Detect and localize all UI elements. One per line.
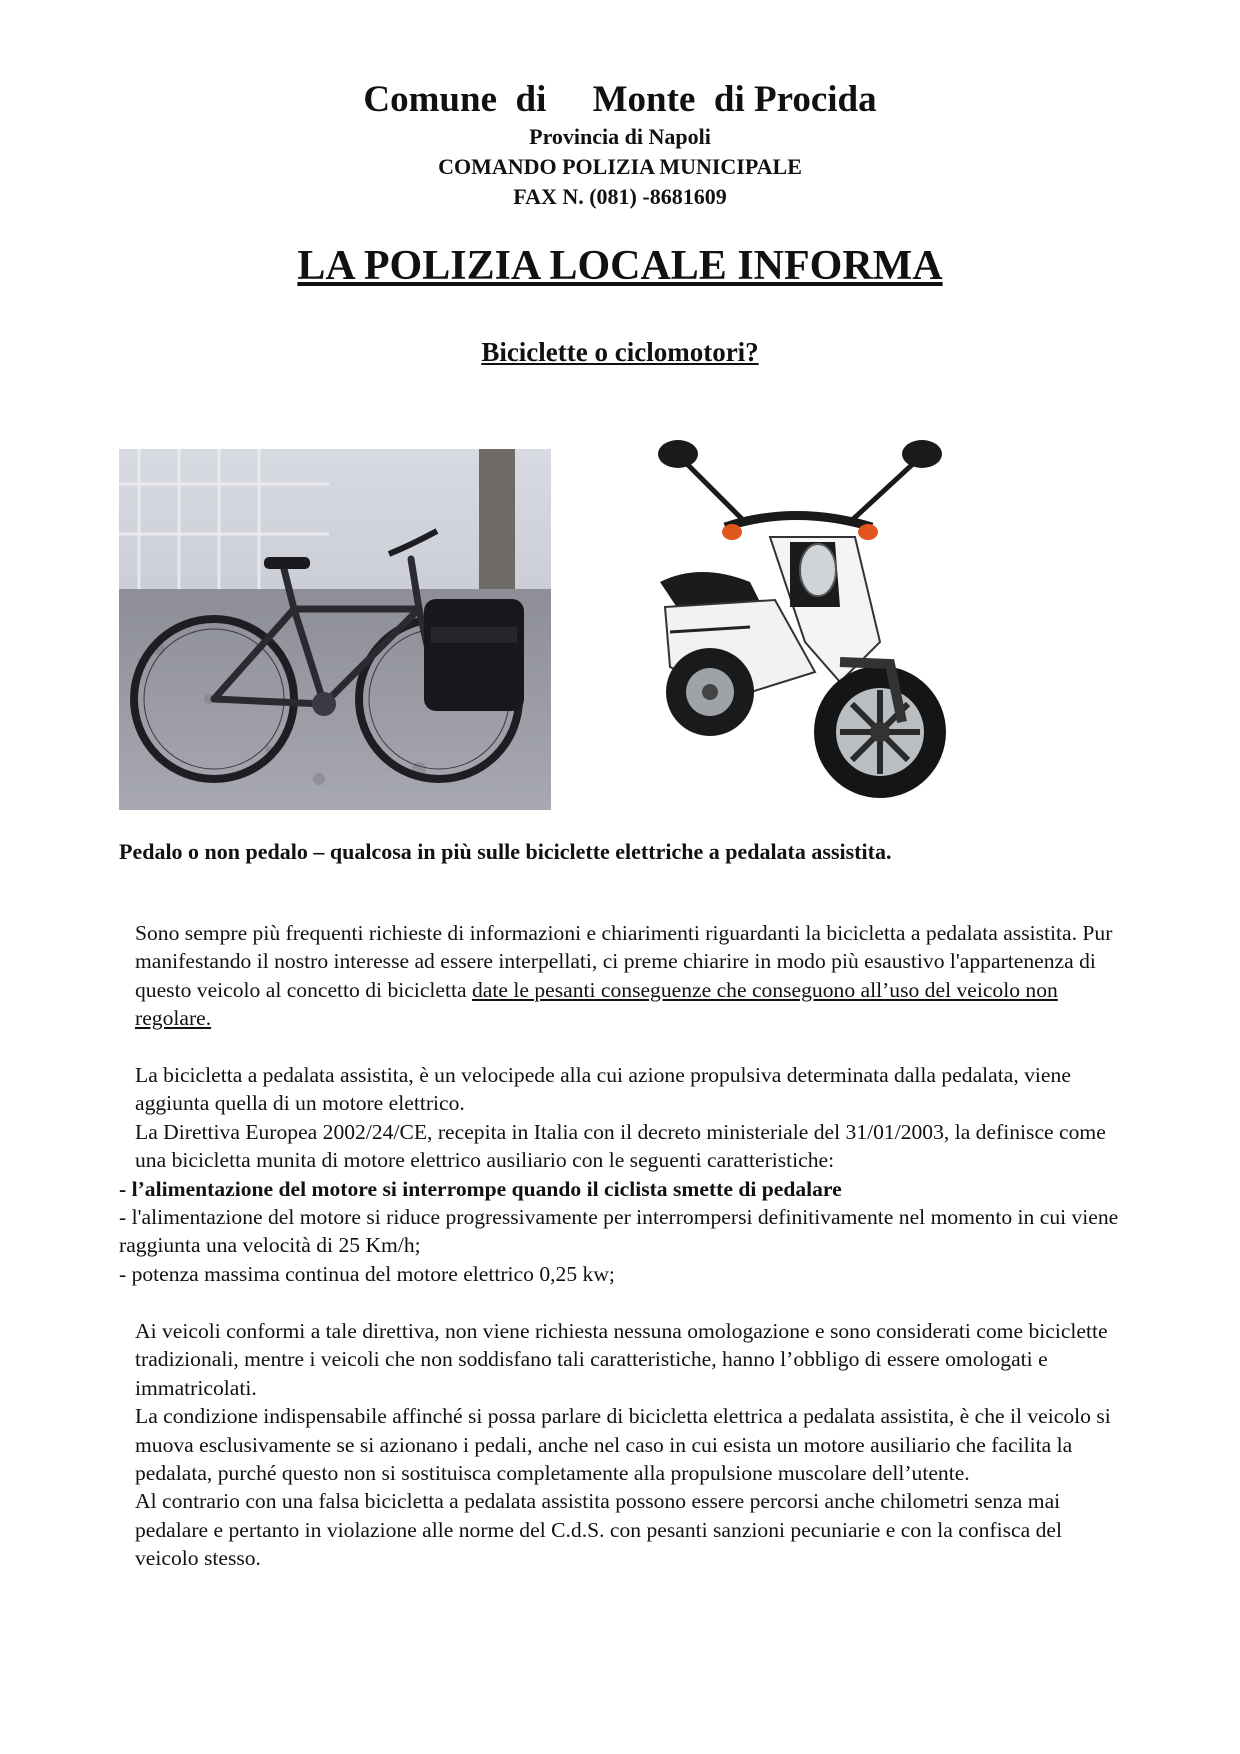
requirement-item-3: - potenza massima continua del motore elettrico 0,25 kw; <box>119 1261 615 1286</box>
fax-line: FAX N. (081) -8681609 <box>513 184 727 209</box>
intro-paragraph <box>119 919 1129 1033</box>
definition-section <box>119 1061 1129 1288</box>
town-name: Comune di Monte di Procida <box>363 79 877 120</box>
requirement-item-1: - l’alimentazione del motore si interrompe quando il ciclista smette di pedalare <box>119 1176 842 1201</box>
scooter-photo <box>640 432 985 812</box>
department-line: COMANDO POLIZIA MUNICIPALE <box>438 154 802 179</box>
condition-paragraph: La condizione indispensabile affinché si possa parlare di bicicletta elettrica a pedalata assistita, è che il veicolo si muova esclusivamente se si azionano i pedali, anche nel caso in cui esista un motore ausiliario che facilita la pedalata, purché questo non si sostituisca completamente alla propulsione muscolare dell’utente. <box>135 1404 1111 1486</box>
definition-paragraph: La bicicletta a pedalata assistita, è un velocipede alla cui azione propulsiva determinata dalla pedalata, viene aggiunta quella di un motore elettrico. <box>135 1063 1071 1116</box>
directive-paragraph: La Direttiva Europea 2002/24/CE, recepita in Italia con il decreto ministeriale del 31/01/2003, la definisce come una bicicletta munita di motore elettrico ausiliario con le seguenti caratteristiche: <box>135 1119 1106 1173</box>
consequences-section <box>119 1317 1129 1573</box>
bicycle-photo <box>119 449 551 810</box>
requirement-item-2: - l'alimentazione del motore si riduce progressivamente per interrompersi definitivamente nel momento in cui viene raggiunta una velocità di 25 Km/h; <box>119 1205 1119 1258</box>
lead-sentence: Pedalo o non pedalo – qualcosa in più sulle biciclette elettriche a pedalata assistita. <box>119 839 892 864</box>
intro-text: Sono sempre più frequenti richieste di informazioni e chiarimenti riguardanti la bicicletta a pedalata assistita. Pur manifestando il nostro interesse ad essere interpellati, ci preme chiarire in modo più esaustivo l'appartenenza di questo veicolo al concetto di bicicletta <box>135 921 1113 1002</box>
province-line: Provincia di Napoli <box>529 124 711 149</box>
violation-paragraph: Al contrario con una falsa bicicletta a pedalata assistita possono essere percorsi anche chilometri senza mai pedalare e pertanto in violazione alle norme del C.d.S. con pesanti sanzioni pecuniarie e con la confisca del veicolo stesso. <box>135 1489 1062 1571</box>
intro-underlined-text: date le pesanti conseguenze che conseguono all’uso del veicolo non regolare. <box>135 977 1058 1031</box>
page-subtitle: Biciclette o ciclomotori? <box>481 337 759 367</box>
compliance-paragraph: Ai veicoli conformi a tale direttiva, non viene richiesta nessuna omologazione e sono considerati come biciclette tradizionali, mentre i veicoli che non soddisfano tali caratteristiche, hanno l’obbligo di essere omologati e immatricolati. <box>135 1319 1108 1400</box>
page-title: LA POLIZIA LOCALE INFORMA <box>297 243 943 289</box>
letterhead <box>0 78 1240 212</box>
